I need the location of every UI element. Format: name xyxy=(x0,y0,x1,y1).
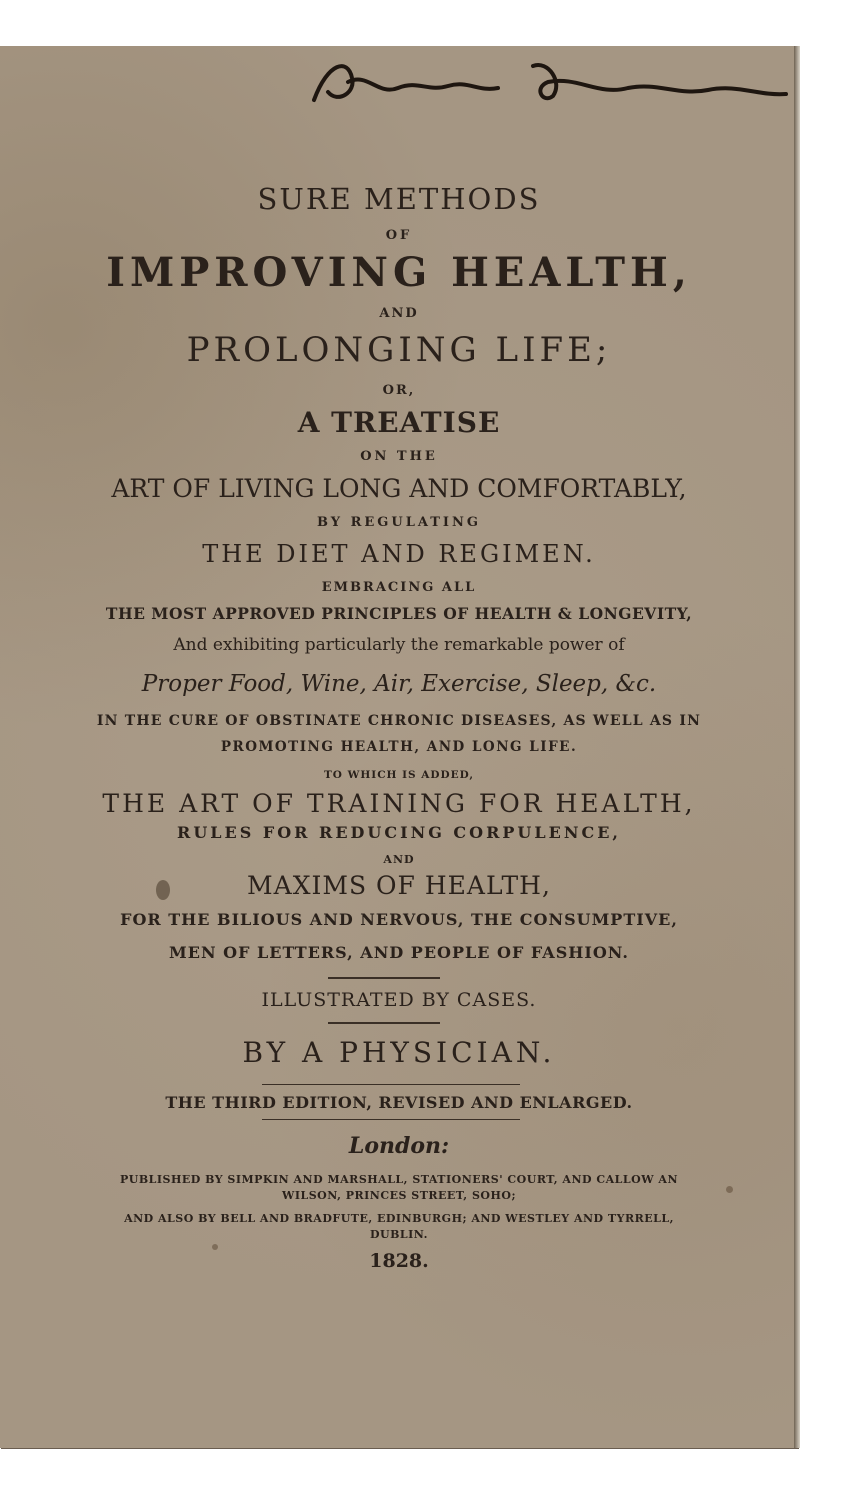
title-or: OR, xyxy=(382,383,416,398)
title-proper-food: Proper Food, Wine, Air, Exercise, Sleep, &c. xyxy=(141,671,657,697)
title-promoting-health: PROMOTING HEALTH, AND LONG LIFE. xyxy=(220,739,578,755)
title-corpulence: RULES FOR REDUCING CORPULENCE, xyxy=(177,823,621,842)
imprint-year: 1828. xyxy=(369,1250,429,1272)
divider-rule xyxy=(262,1119,520,1120)
divider-rule xyxy=(328,1022,440,1024)
handwritten-signature xyxy=(308,52,793,112)
title-diet-regimen: THE DIET AND REGIMEN. xyxy=(202,540,596,568)
title-by-regulating: BY REGULATING xyxy=(317,515,481,530)
divider-rule xyxy=(262,1084,520,1085)
title-embracing-all: EMBRACING ALL xyxy=(321,580,477,595)
edition-statement: THE THIRD EDITION, REVISED AND ENLARGED. xyxy=(165,1093,633,1112)
imprint-line-1: PUBLISHED BY SIMPKIN AND MARSHALL, STATIONERS' COURT, AND CALLOW AN xyxy=(119,1173,679,1186)
divider-rule xyxy=(328,977,440,979)
title-illustrated: ILLUSTRATED BY CASES. xyxy=(261,989,537,1011)
title-a-treatise: A TREATISE xyxy=(297,406,501,439)
title-art-of-living: ART OF LIVING LONG AND COMFORTABLY, xyxy=(111,474,687,503)
title-of: OF xyxy=(385,228,413,243)
title-and-1: AND xyxy=(379,306,419,321)
title-art-of-training: THE ART OF TRAINING FOR HEALTH, xyxy=(102,789,696,818)
title-prolonging-life: PROLONGING LIFE; xyxy=(186,330,612,370)
title-approved-principles: THE MOST APPROVED PRINCIPLES OF HEALTH & LONGEVITY, xyxy=(105,604,693,623)
signature-ink xyxy=(308,52,793,112)
title-to-which-added: TO WHICH IS ADDED, xyxy=(323,769,475,781)
author-line: BY A PHYSICIAN. xyxy=(242,1036,556,1069)
title-on-the: ON THE xyxy=(360,449,438,464)
foxing-spot xyxy=(212,1244,218,1250)
title-exhibiting: And exhibiting particularly the remarkable power of xyxy=(173,635,625,655)
title-maxims-of-health: MAXIMS OF HEALTH, xyxy=(247,871,551,900)
title-men-of-letters: MEN OF LETTERS, AND PEOPLE OF FASHION. xyxy=(169,943,629,962)
title-sure-methods: SURE METHODS xyxy=(257,182,541,216)
imprint-line-2: WILSON, PRINCES STREET, SOHO; xyxy=(281,1189,517,1202)
imprint-city: London: xyxy=(348,1133,450,1159)
imprint-line-4: DUBLIN. xyxy=(370,1228,428,1241)
title-cure-diseases: IN THE CURE OF OBSTINATE CHRONIC DISEASES, AS WELL AS IN xyxy=(96,713,702,729)
imprint-line-3: AND ALSO BY BELL AND BRADFUTE, EDINBURGH; AND WESTLEY AND TYRRELL, xyxy=(124,1212,674,1225)
title-bilious-nervous: FOR THE BILIOUS AND NERVOUS, THE CONSUMPTIVE, xyxy=(120,910,678,929)
title-and-2: AND xyxy=(383,853,415,866)
title-improving-health: IMPROVING HEALTH, xyxy=(106,249,692,296)
